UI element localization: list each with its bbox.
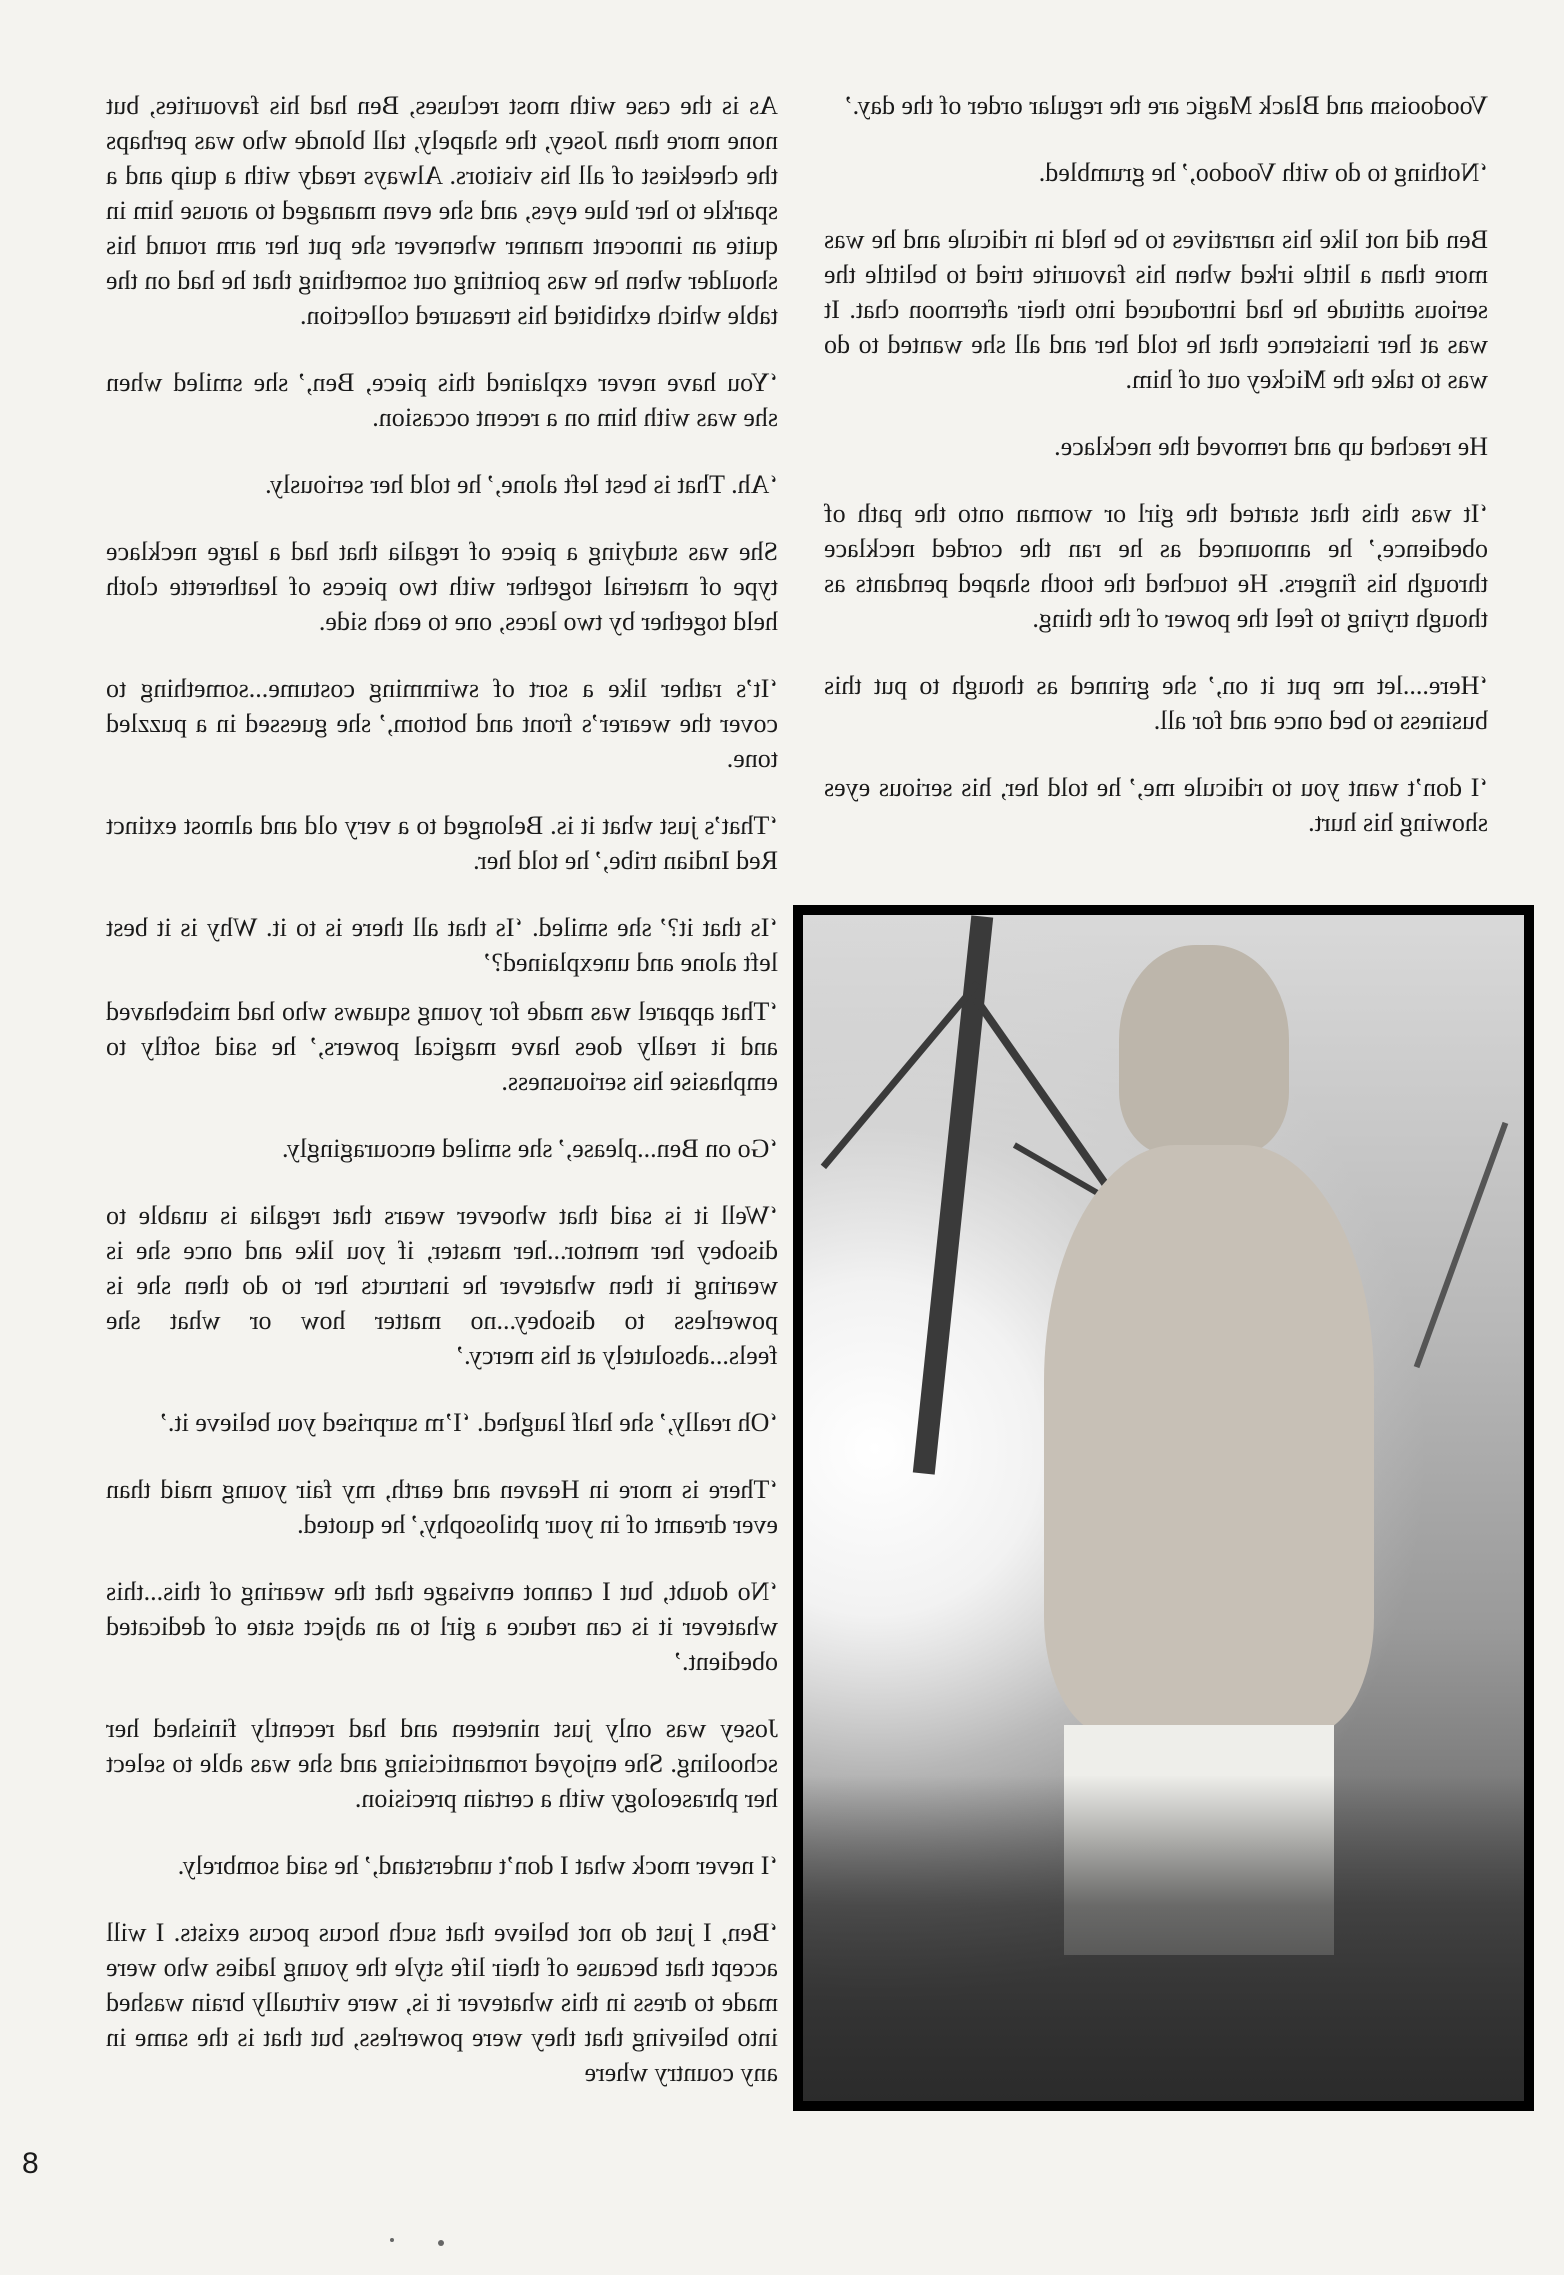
paragraph: Voodooism and Black Magic are the regular order of the day.’ <box>843 91 1488 120</box>
paragraph: ‘Ah. That is best left alone,’ he told her seriously. <box>265 470 778 499</box>
paragraph: He reached up and removed the necklace. <box>1054 432 1488 461</box>
paragraph: ‘Nothing to do with Voodoo,’ he grumbled. <box>1038 158 1488 187</box>
print-speck <box>438 2240 444 2246</box>
paragraph: ‘That’s just what it is. Belonged to a very old and almost extinct Red Indian tribe,’ he told her. <box>106 811 778 875</box>
paragraph: ‘Well it is said that whoever wears that regalia is unable to disobey her mentor...her master, if you like and once she is wearing it then whatever he instructs her to do then she is powerless to disobey...no matter how or what she feels...absolutely at his mercy.’ <box>106 1201 778 1370</box>
paragraph: ‘That apparel was made for young squaws who had misbehaved and it really does have magical powers,’ he said softly to emphasise his seriousness. <box>106 997 778 1096</box>
paragraph: As is the case with most recluses, Ben had his favourites, but none more than Josey, the shapely, tall blonde who was perhaps the cheekiest of all his visitors. Always ready with a quip and a sparkle to her blue eyes, and she even managed to arouse him in quite an innocent manner whenever she put her arm round his shoulder when he was pointing out something that he had on the table which exhibited his treasured collection. <box>106 91 778 330</box>
paragraph: ‘You have never explained this piece, Ben,’ she smiled when she was with him on a recent occasion. <box>106 368 778 432</box>
paragraph: Josey was only just nineteen and had recently finished her schooling. She enjoyed romanticising and she was able to select her phraseology with a certain precision. <box>106 1714 778 1813</box>
print-speck <box>390 2238 394 2242</box>
paragraph: ‘No doubt, but I cannot envisage that the wearing of this...this whatever it is can reduce a girl to an abject state of dedicated obedient.’ <box>106 1577 778 1676</box>
paragraph: ‘It was this that started the girl or woman onto the path of obedience,’ he announced as he ran the corded necklace through his fingers. He touched the tooth shaped pendants as though trying to feel the power of the thing. <box>824 499 1488 633</box>
paragraph: ‘There is more in Heaven and earth, my fair young maid than ever dreamt of in your philosophy,’ he quoted. <box>106 1475 778 1539</box>
paragraph: ‘Go on Ben...please,’ she smiled encouragingly. <box>281 1134 778 1163</box>
figure-head <box>1119 945 1289 1155</box>
paragraph: ‘Oh really,’ she half laughed. ‘I’m surprised you believe it.’ <box>159 1408 778 1437</box>
paragraph: Ben did not like his narratives to be held in ridicule and he was more than a little irked when his favourite tried to belittle the serious attitude he had introduced into their afternoon chat. It was at her insistence that he told her and all she wanted to do was to take the Mickey out of him. <box>824 225 1488 394</box>
paragraph: ‘Here....let me put it on,’ she grinned as though to put this business to bed once and for all. <box>824 671 1488 735</box>
photograph <box>793 905 1534 2111</box>
paragraph: ‘Ben, I just do not believe that such hocus pocus exists. I will accept that because of their life style the young ladies who were made to dress in this whatever it is, were virtually brain washed into believing that they were powerless, but that is the same in any country where <box>106 1918 778 2087</box>
text-column-right <box>824 88 1488 872</box>
paragraph: ‘I never mock what I don’t understand,’ he said sombrely. <box>177 1851 778 1880</box>
foliage <box>803 1775 1524 2101</box>
page-number: 8 <box>22 2147 39 2180</box>
figure-body <box>1044 1145 1374 1735</box>
text-column-left <box>106 88 778 2122</box>
paragraph: She was studying a piece of regalia that had a large necklace type of material together with two pieces of leatherette cloth held together by two laces, one to each side. <box>106 537 778 636</box>
paragraph: ‘I don’t want you to ridicule me,’ he told her, his serious eyes showing his hurt. <box>824 773 1488 837</box>
tree-branch <box>1414 1122 1509 1368</box>
photograph-image <box>803 915 1524 2101</box>
paragraph: ‘It’s rather like a sort of swimming costume...something to cover the wearer’s front and bottom,’ she guessed in a puzzled tone. <box>106 674 778 773</box>
paragraph: ‘Is that it?’ she smiled. ‘Is that all there is to it. Why is it best left alone and unexplained?’ <box>106 913 778 977</box>
